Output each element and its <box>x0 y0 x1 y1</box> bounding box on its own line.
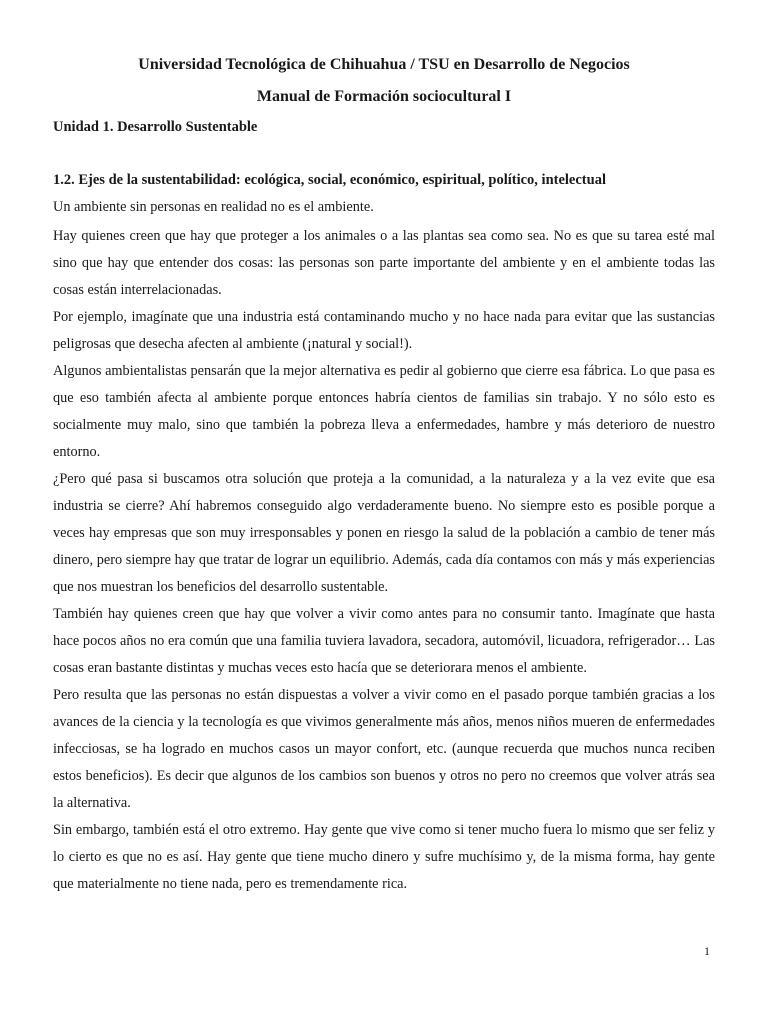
institution-title: Universidad Tecnológica de Chihuahua / TSU en Desarrollo de Negocios <box>138 56 630 73</box>
paragraph: Sin embargo, también está el otro extremo. Hay gente que vive como si tener mucho fuera lo mismo que ser feliz y lo cierto es que no es así. Hay gente que tiene mucho dinero y sufre muchísimo y, de la misma forma, hay gente que materialmente no tiene nada, pero es tremendamente rica. <box>53 822 715 892</box>
section-heading: 1.2. Ejes de la sustentabilidad: ecológica, social, económico, espiritual, político, intelectual <box>53 172 606 188</box>
page-number: 1 <box>704 944 710 958</box>
paragraph: Hay quienes creen que hay que proteger a los animales o a las plantas sea como sea. No es que su tarea esté mal sino que hay que entender dos cosas: las personas son parte importante del ambiente y en el ambiente todas las cosas están interrelacionadas. <box>53 228 715 298</box>
paragraph: Un ambiente sin personas en realidad no es el ambiente. <box>53 199 374 215</box>
body-text <box>53 196 715 898</box>
paragraph: ¿Pero qué pasa si buscamos otra solución que proteja a la comunidad, a la naturaleza y a la vez evite que esa industria se cierre? Ahí habremos conseguido algo verdaderamente bueno. No siempre esto es posible porque a veces hay empresas que son muy irresponsables y ponen en riesgo la salud de la población a cambio de tener más dinero, pero siempre hay que tratar de lograr un equilibrio. Además, cada día contamos con más y más experiencias que nos muestran los beneficios del desarrollo sustentable. <box>53 471 715 595</box>
paragraph: Por ejemplo, imagínate que una industria está contaminando mucho y no hace nada para evitar que las sustancias peligrosas que desecha afecten al ambiente (¡natural y social!). <box>53 309 715 352</box>
paragraph: También hay quienes creen que hay que volver a vivir como antes para no consumir tanto. Imagínate que hasta hace pocos años no era común que una familia tuviera lavadora, secadora, automóvil, licuadora, refrigerador… Las cosas eran bastante distintas y muchas veces esto hacía que se deteriorara menos el ambiente. <box>53 606 715 676</box>
paragraph: Pero resulta que las personas no están dispuestas a volver a vivir como en el pasado porque también gracias a los avances de la ciencia y la tecnología es que vivimos generalmente más años, menos niños mueren de enfermedades infecciosas, se ha logrado en muchos casos un mayor confort, etc. (aunque recuerda que muchos nunca reciben estos beneficios). Es decir que algunos de los cambios son buenos y otros no pero no creemos que volver atrás sea la alternativa. <box>53 687 715 811</box>
manual-title: Manual de Formación sociocultural I <box>256 88 512 105</box>
paragraph: Algunos ambientalistas pensarán que la mejor alternativa es pedir al gobierno que cierre esa fábrica. Lo que pasa es que eso también afecta al ambiente porque entonces habría cientos de familias sin trabajo. Y no sólo esto es socialmente muy malo, sino que también la pobreza lleva a enfermedades, hambre y más deterioro de nuestro entorno. <box>53 363 715 460</box>
unit-heading: Unidad 1. Desarrollo Sustentable <box>53 119 258 135</box>
